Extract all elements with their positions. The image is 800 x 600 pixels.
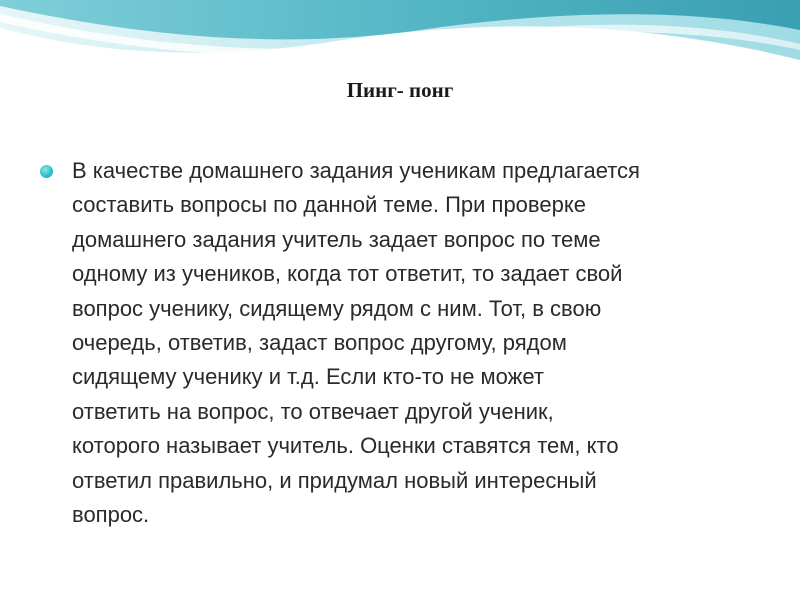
slide-title: Пинг- понг xyxy=(346,78,454,102)
body-line: домашнего задания учитель задает вопрос по теме xyxy=(72,226,601,252)
body-line: ответил правильно, и придумал новый интересный xyxy=(72,467,597,493)
body-line: сидящему ученику и т.д. Если кто-то не может xyxy=(72,364,544,390)
bullet-list xyxy=(40,154,760,532)
bullet-dot-icon xyxy=(40,165,53,178)
body-line: одному из учеников, когда тот ответит, то задает свой xyxy=(72,261,623,287)
wave-header-decoration xyxy=(0,0,800,80)
body-line: вопрос ученику, сидящему рядом с ним. Тот, в свою xyxy=(72,295,602,321)
body-line: вопрос. xyxy=(72,502,150,528)
body-line: очередь, ответив, задаст вопрос другому, рядом xyxy=(72,330,567,356)
body-line: которого называет учитель. Оценки ставятся тем, кто xyxy=(72,433,619,459)
body-line: ответить на вопрос, то отвечает другой ученик, xyxy=(72,398,554,424)
body-line: В качестве домашнего задания ученикам предлагается xyxy=(72,158,640,183)
body-line: составить вопросы по данной теме. При проверке xyxy=(72,192,586,218)
bullet-item xyxy=(40,154,760,532)
